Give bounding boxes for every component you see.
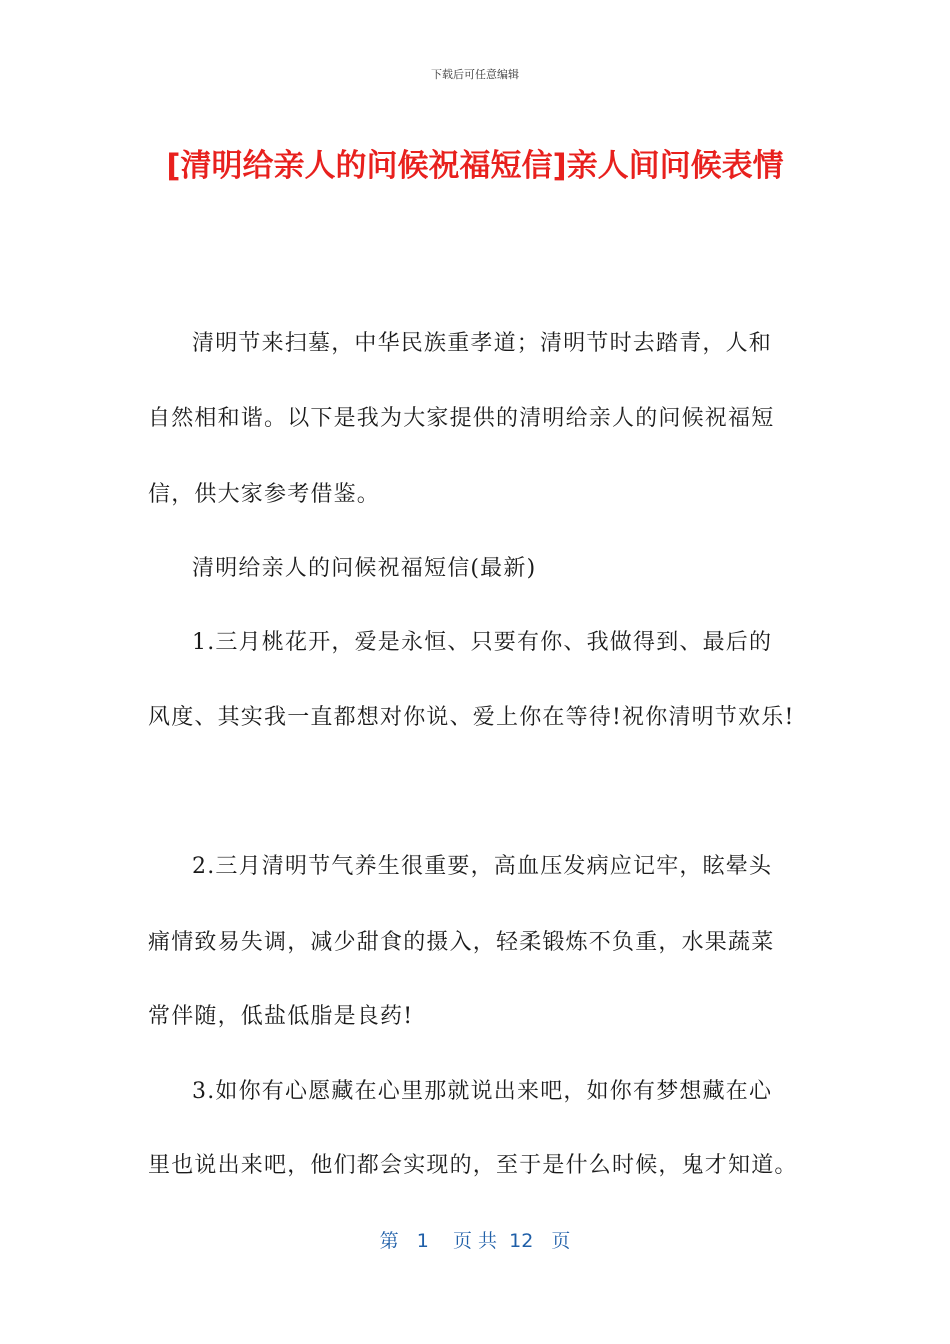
paragraph-line: 2.三月清明节气养生很重要，高血压发病应记牢，眩晕头 xyxy=(192,854,773,879)
page-label-middle: 页 共 xyxy=(452,1230,498,1252)
paragraph-line: 常伴随，低盐低脂是良药! xyxy=(148,1004,414,1029)
paragraph-line: 3.如你有心愿藏在心里那就说出来吧，如你有梦想藏在心 xyxy=(192,1079,773,1104)
paragraph-line: 风度、其实我一直都想对你说、爱上你在等待!祝你清明节欢乐! xyxy=(148,705,795,730)
paragraph-line: 清明节来扫墓，中华民族重孝道；清明节时去踏青，人和 xyxy=(192,331,773,356)
document-title: [清明给亲人的问候祝福短信]亲人间问候表情 xyxy=(166,148,784,184)
total-pages: 12 xyxy=(509,1230,534,1252)
paragraph-line: 信，供大家参考借鉴。 xyxy=(148,482,381,507)
section-heading: 清明给亲人的问候祝福短信(最新) xyxy=(192,556,537,581)
paragraph-line: 里也说出来吧，他们都会实现的，至于是什么时候，鬼才知道。 xyxy=(148,1153,798,1178)
paragraph-line: 1.三月桃花开，爱是永恒、只要有你、我做得到、最后的 xyxy=(192,630,773,655)
paragraph-line: 自然相和谐。以下是我为大家提供的清明给亲人的问候祝福短 xyxy=(148,406,775,431)
page-label-suffix: 页 xyxy=(551,1230,571,1252)
page-footer xyxy=(0,1226,950,1253)
header-note: 下载后可任意编辑 xyxy=(431,68,519,81)
page-label-prefix: 第 xyxy=(379,1230,399,1252)
paragraph-line: 痛情致易失调，减少甜食的摄入，轻柔锻炼不负重，水果蔬菜 xyxy=(148,930,775,955)
page-number: 1 xyxy=(416,1230,429,1252)
